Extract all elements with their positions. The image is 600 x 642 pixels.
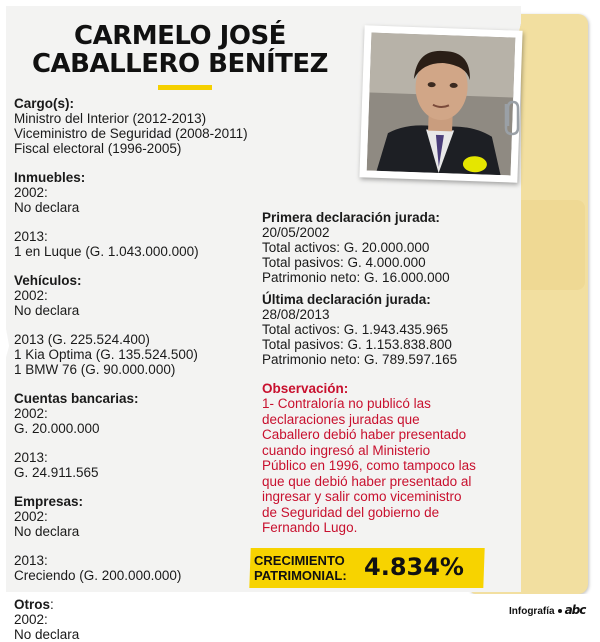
primera-activos: Total activos: G. 20.000.000 [262,240,430,255]
credit-text: Infografía [509,606,555,617]
growth-value: 4.834% [364,553,464,581]
cuentas-heading: Cuentas bancarias: [14,391,139,406]
inmuebles-2013-year: 2013: [14,229,48,244]
empresas-heading: Empresas: [14,494,84,509]
cuentas-2013-value: G. 24.911.565 [14,465,99,480]
observacion-heading: Observación: [262,381,349,396]
observacion-line: cuando ingresó al Ministerio [262,442,431,458]
primera-neto: Patrimonio neto: G. 16.000.000 [262,270,450,285]
observacion-line: de Seguridad del gobierno de [262,504,440,520]
vehiculos-2013-line: 2013 (G. 225.524.400) [14,332,150,347]
observacion-line: 1- Contraloría no publicó las [262,396,431,411]
empresas-2013-year: 2013: [14,553,48,568]
inmuebles-2002-value: No declara [14,200,80,215]
otros-2002-value: No declara [14,627,80,642]
vehiculos-heading: Vehículos: [14,273,82,288]
empresas-2002-year: 2002: [14,509,48,524]
observacion-line: ingresar y salir como viceministro [262,489,462,504]
observacion-line: Caballero debió haber presentado [262,427,467,442]
primera-heading: Primera declaración jurada: [262,210,440,225]
cargo-item: Fiscal electoral (1996-2005) [14,141,182,156]
ultima-heading: Última declaración jurada: [262,292,431,307]
ultima-activos: Total activos: G. 1.943.435.965 [262,322,449,337]
left-column [14,96,254,642]
credit-dot [558,609,562,613]
vehiculos-2002-year: 2002: [14,288,48,303]
observacion-line: Público en 1996, como tampoco las [262,458,476,473]
otros-heading-colon: : [50,597,54,612]
otros-heading-text: Otros [14,597,51,612]
credit [509,603,585,617]
paperclip-icon [496,98,526,138]
vehiculos-2013-line: 1 BMW 76 (G. 90.000.000) [14,362,176,377]
observacion-line: Fernando Lugo. [262,520,358,535]
cuentas-2002-value: G. 20.000.000 [14,421,100,436]
primera-pasivos: Total pasivos: G. 4.000.000 [262,255,426,270]
title-line-1: CARMELO JOSÉ [74,21,286,51]
ultima-fecha: 28/08/2013 [262,307,330,322]
cargo-item: Ministro del Interior (2012-2013) [14,111,207,126]
cuentas-2013-year: 2013: [14,450,48,465]
right-column [262,210,512,536]
empresas-2002-value: No declara [14,524,80,539]
empresas-2013-value: Creciendo (G. 200.000.000) [14,568,182,583]
vehiculos-2013-line: 1 Kia Optima (G. 135.524.500) [14,347,198,362]
observacion-line: declaraciones juradas que [262,411,420,427]
primera-fecha: 20/05/2002 [262,225,330,240]
growth-label-line-1: CRECIMIENTO [254,553,345,568]
otros-2002-year: 2002: [14,612,48,627]
portrait-illustration [367,33,516,176]
ultima-pasivos: Total pasivos: G. 1.153.838.800 [262,337,452,352]
page-title [20,22,340,78]
title-line-2: CABALLERO BENÍTEZ [31,49,329,79]
vehiculos-2002-value: No declara [14,303,80,318]
inmuebles-heading: Inmuebles: [14,170,86,185]
inmuebles-2002-year: 2002: [14,185,48,200]
abc-logo: abc [564,603,586,617]
cargo-item: Viceministro de Seguridad (2008-2011) [14,126,248,141]
cuentas-2002-year: 2002: [14,406,48,421]
inmuebles-2013-value: 1 en Luque (G. 1.043.000.000) [14,244,199,259]
cargos-heading: Cargo(s): [14,96,74,111]
ultima-neto: Patrimonio neto: G. 789.597.165 [262,352,458,367]
title-underline [158,85,212,90]
observacion-line: que que debió haber presentado al [262,473,472,489]
growth-label [254,553,364,583]
growth-label-line-2: PATRIMONIAL: [254,568,347,583]
otros-heading [14,597,254,612]
